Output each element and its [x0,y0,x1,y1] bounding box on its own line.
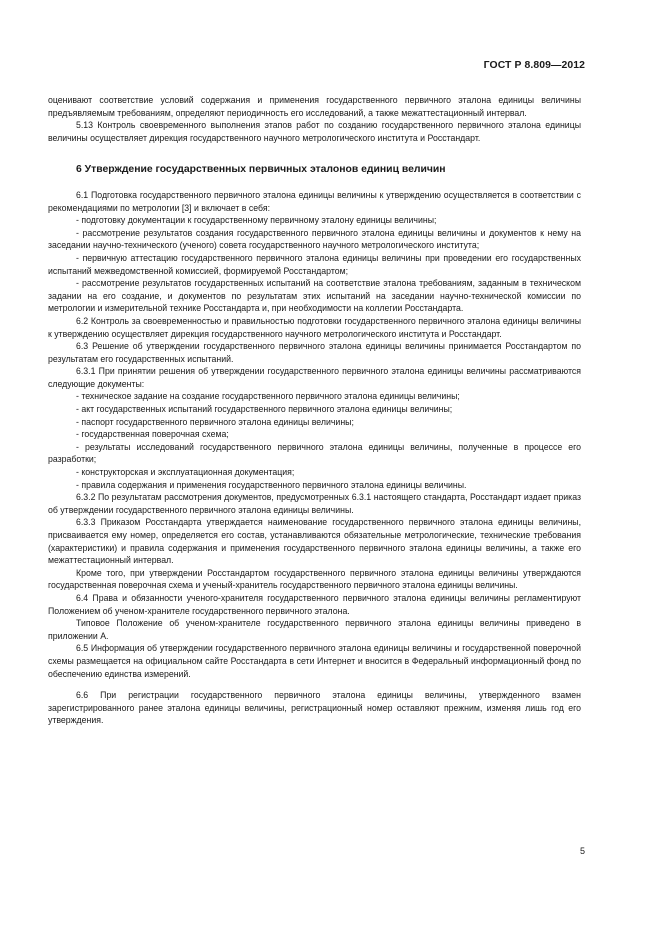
paragraph-6-2: 6.2 Контроль за своевременностью и правильностью подготовки государственного первичного эталона единицы величины к утверждению осуществляет дирекция государственного научного метрологического института и Росстандарт. [48,315,581,339]
paragraph-6-1: 6.1 Подготовка государственного первичного эталона единицы величины к утверждению осуществляется в соответствии с рекомендациями по метрологии [3] и включает в себя: [48,189,581,213]
list-item: - конструкторская и эксплуатационная документация; [76,467,295,478]
paragraph-6-6: 6.6 При регистрации государственного первичного эталона единицы величины, утвержденного взамен зарегистрированного ранее эталона единицы величины, регистрационный номер оставляют прежним, изменяя лишь год его утверждения. [48,690,581,726]
document-header: ГОСТ Р 8.809—2012 [483,60,585,71]
list-item: - первичную аттестацию государственного первичного эталона единицы величины при проведении его государственных испытаний межведомственной комиссией, формируемой Росстандартом; [48,252,581,276]
list-item: - правила содержания и применения государственного первичного эталона единицы величины. [76,479,467,490]
list-item: - подготовку документации к государственному первичному эталону единицы величины; [76,215,437,226]
paragraph-6-3-1: 6.3.1 При принятии решения об утверждении государственного первичного эталона единицы величины рассматриваются следующие документы: [48,366,581,389]
list-item: - государственная поверочная схема; [76,429,229,440]
paragraph-6-5: 6.5 Информация об утверждении государственного первичного эталона единицы величины и государственной поверочной схемы размещается на официальном сайте Росстандарта в сети Интернет и вносится в Федеральный информационный фонд по обеспечению единства измерений. [48,643,581,679]
section-heading: 6 Утверждение государственных первичных эталонов единиц величин [76,164,446,176]
list-item: - результаты исследований государственного первичного эталона единицы величины, полученные в процессе его разработки; [48,441,581,465]
paragraph-5-13: 5.13 Контроль своевременного выполнения этапов работ по созданию государственного первичного эталона единицы величины осуществляет дирекция государственного научного метрологического института и Росстандарт. [48,120,581,143]
paragraph-continuation: оценивают соответствие условий содержания и применения государственного первичного эталона единицы величины предъявляемым требованиям, определяют периодичность его исследований, а также межаттестационный интервал. [48,95,581,118]
paragraph-6-3-3: 6.3.3 Приказом Росстандарта утверждается наименование государственного первичного эталона единицы величины, присваивается ему номер, определяется его состав, устанавливаются обязательные метрологические, технические требования (характеристики) и правила содержания и применения государственного первичного эталона единицы величины, а также его межаттестационный интервал. [48,517,581,566]
paragraph-6-4: 6.4 Права и обязанности ученого-хранителя государственного первичного эталона единицы величины регламентируют Положением об ученом-хранителе государственного первичного эталона. [48,592,581,616]
paragraph-6-3-3-cont: Кроме того, при утверждении Росстандартом государственного первичного эталона единицы величины утверждаются государственная поверочная схема и ученый-хранитель государственного первичного эталона единицы величины. [48,567,581,591]
list-item: - паспорт государственного первичного эталона единицы величины; [76,416,354,427]
paragraph-6-3: 6.3 Решение об утверждении государственного первичного эталона единицы величины принимается Росстандартом по результатам его государственных испытаний. [48,341,581,364]
list-item: - техническое задание на создание государственного первичного эталона единицы величины; [76,391,460,402]
paragraph-6-4-cont: Типовое Положение об ученом-хранителе государственного первичного эталона единицы величины приведено в приложении А. [48,618,581,641]
paragraph-6-3-2: 6.3.2 По результатам рассмотрения документов, предусмотренных 6.3.1 настоящего стандарта, Росстандарт издает приказ об утверждении государственного первичного эталона единицы величины. [48,492,581,515]
page-number: 5 [579,846,585,856]
list-item: - рассмотрение результатов государственных испытаний на соответствие эталона требованиям, заданным в техническом задании на его создание, и документов по результатам этих испытаний на заседании научно-технической комиссии по метрологии и измерительной технике Росстандарта и, при необходимости на коллегии Росстандарта. [48,278,581,314]
document-body [48,94,581,727]
list-item: - акт государственных испытаний государственного первичного эталона единицы величины; [76,404,453,415]
list-item: - рассмотрение результатов создания государственного первичного эталона единицы величины и документов к нему на заседании научно-технического (ученого) совета государственного научного метрологического института; [48,227,581,251]
